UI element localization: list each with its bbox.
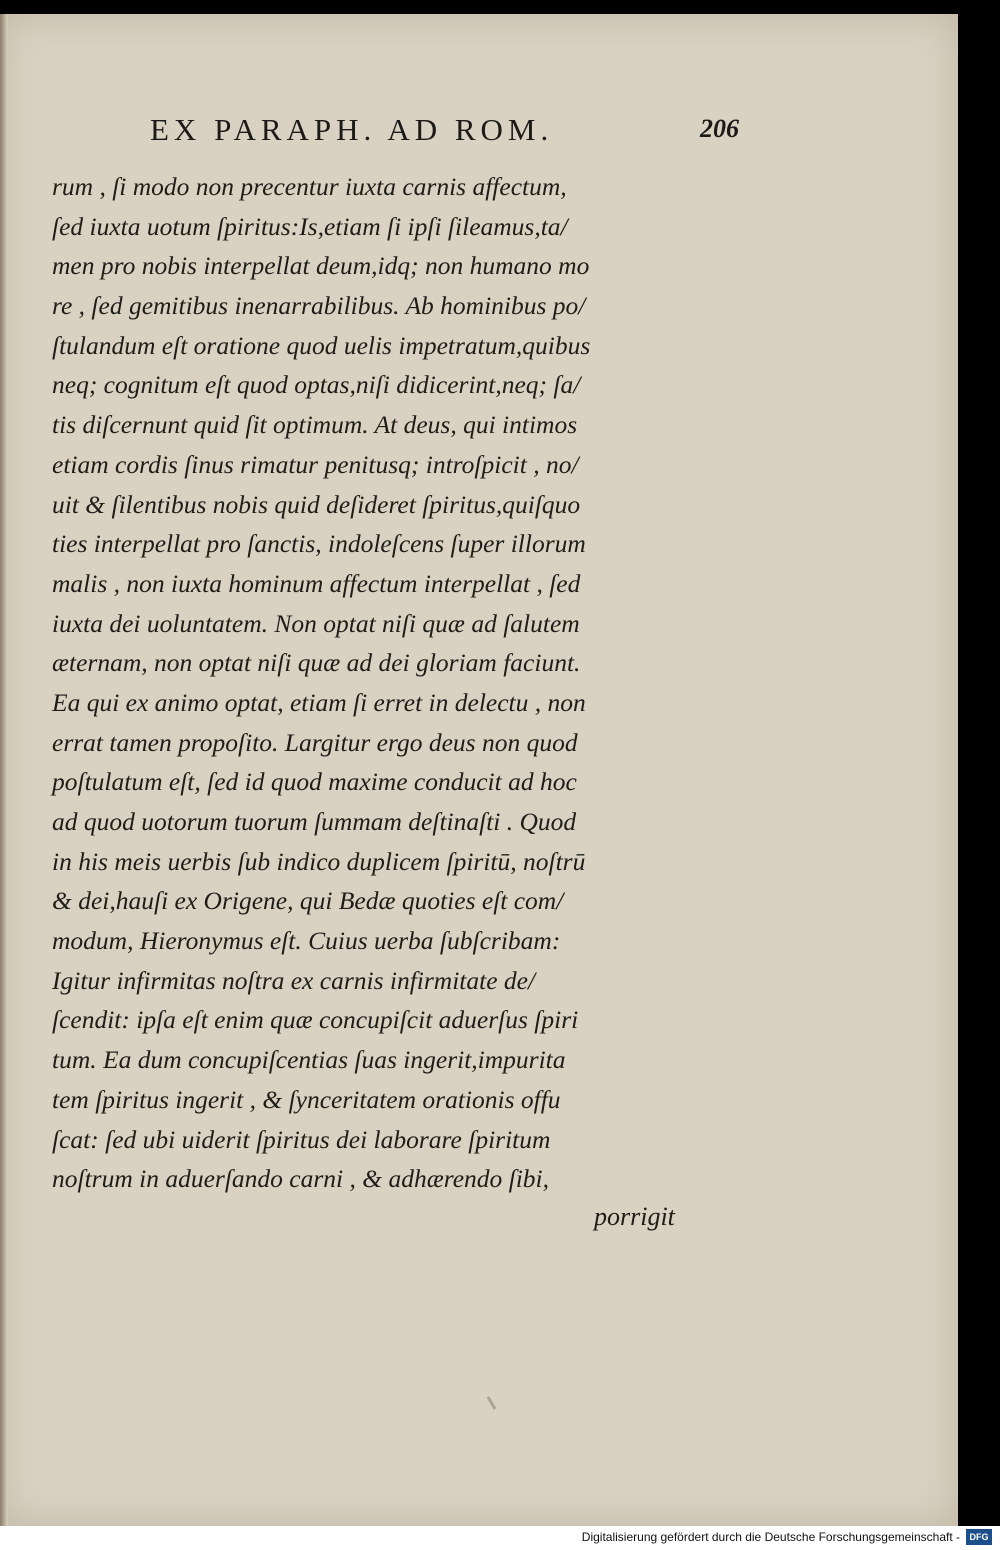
text-line: iuxta dei uoluntatem. Non optat niſi quæ ad ſalutem — [52, 608, 580, 638]
text-line: & dei,hauſi ex Origene, qui Bedæ quoties eſt com/ — [52, 886, 564, 916]
paper-mark — [487, 1396, 497, 1410]
text-line: tem ſpiritus ingerit , & ſynceritatem orationis offu — [52, 1084, 561, 1114]
text-line: men pro nobis interpellat deum,idq; non humano mo — [52, 251, 590, 281]
text-line: re , ſed gemitibus inenarrabilibus. Ab hominibus po/ — [52, 291, 586, 321]
text-line: ſcendit: ipſa eſt enim quæ concupiſcit aduerſus ſpiri — [52, 1005, 579, 1035]
text-line: malis , non iuxta hominum affectum interpellat , ſed — [52, 568, 581, 598]
running-title: EX PARAPH. AD ROM. — [150, 112, 554, 147]
text-line: etiam cordis ſinus rimatur penitusq; introſpicit , no/ — [52, 449, 579, 479]
dfg-logo: DFG — [966, 1529, 992, 1545]
body-text — [52, 167, 712, 1199]
book-page — [0, 14, 958, 1526]
text-line: neq; cognitum eſt quod optas,niſi didicerint,neq; ſa/ — [52, 370, 581, 400]
text-line: Ea qui ex animo optat, etiam ſi erret in delectu , non — [52, 687, 586, 717]
text-line: rum , ſi modo non precentur iuxta carnis affectum, — [52, 172, 567, 201]
running-head — [0, 112, 958, 152]
page-number: 206 — [700, 114, 739, 143]
text-line: noſtrum in aduerſando carni , & adhærendo ſibi, — [52, 1164, 550, 1194]
text-line: ſcat: ſed ubi uiderit ſpiritus dei laborare ſpiritum — [52, 1124, 551, 1154]
page-gutter-shadow — [0, 14, 8, 1526]
digitization-footer — [0, 1526, 1000, 1550]
funding-credit: Digitalisierung gefördert durch die Deutsche Forschungsgemeinschaft - — [581, 1530, 960, 1544]
text-line: in his meis uerbis ſub indico duplicem ſpiritū, noſtrū — [52, 846, 586, 876]
text-line: errat tamen propoſito. Largitur ergo deus non quod — [52, 727, 578, 757]
catchword: porrigit — [594, 1202, 675, 1231]
text-line: ſtulandum eſt oratione quod uelis impetratum,quibus — [52, 330, 591, 360]
text-line: poſtulatum eſt, ſed id quod maxime conducit ad hoc — [52, 767, 577, 797]
text-line: ties interpellat pro ſanctis, indoleſcens ſuper illorum — [52, 529, 586, 559]
text-line: modum, Hieronymus eſt. Cuius uerba ſubſcribam: — [52, 926, 561, 956]
text-line: uit & ſilentibus nobis quid deſideret ſpiritus,quiſquo — [52, 489, 581, 519]
text-line: æternam, non optat niſi quæ ad dei gloriam faciunt. — [52, 648, 581, 678]
text-line: tis diſcernunt quid ſit optimum. At deus, qui intimos — [52, 410, 578, 440]
text-line: ſed iuxta uotum ſpiritus:Is,etiam ſi ipſi ſileamus,ta/ — [52, 211, 568, 241]
text-line: tum. Ea dum concupiſcentias ſuas ingerit,impurita — [52, 1045, 566, 1075]
text-line: Igitur infirmitas noſtra ex carnis infirmitate de/ — [52, 965, 536, 995]
text-line: ad quod uotorum tuorum ſummam deſtinaſti . Quod — [52, 807, 577, 836]
